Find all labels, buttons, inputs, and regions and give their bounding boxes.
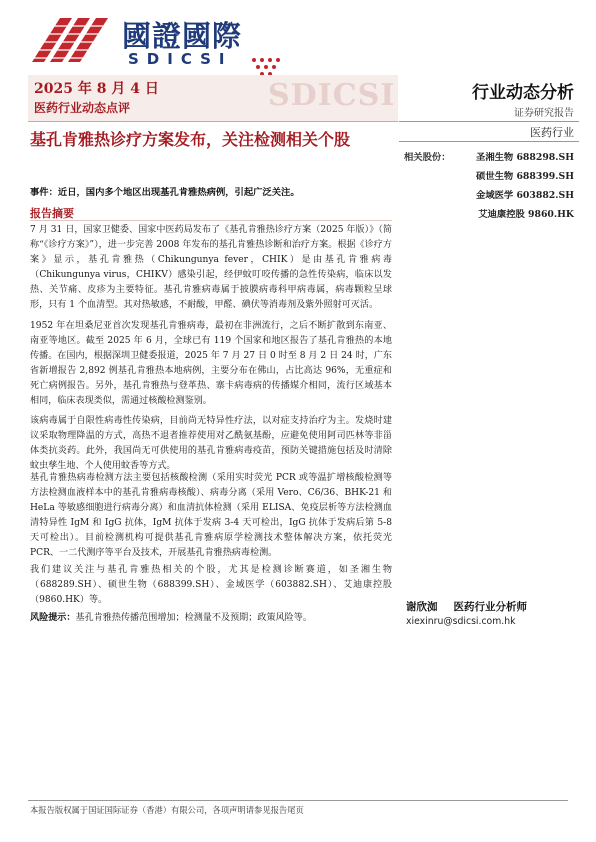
- logo-mark: [30, 16, 112, 64]
- stock-item: 硕世生物 688399.SH: [476, 171, 574, 182]
- stock-item: 金域医学 603882.SH: [476, 190, 574, 201]
- report-type-sub: 证券研究报告: [514, 108, 574, 119]
- footer-divider: [28, 800, 568, 801]
- paragraph: 基孔肯雅热病毒检测方法主要包括核酸检测（采用实时荧光 PCR 或等温扩增核酸检测等方法检测血液样本中的基孔肯雅病毒核酸）、病毒分离（采用 Vero、C6/36、BHK-21 和 HeLa 等敏感细胞进行病毒分离）和血清抗体检测（采用 ELISA、免疫层析等方法检测血清特异性 IgM 和 IgG 抗体，IgM 抗体于发病 3-4 天可检出，IgG 抗体于发病后第 5-8 天可检出）。目前检测机构可提供基孔肯雅病原学检测技术整体解决方案，依托荧光 PCR、一二代测序等平台及技术，开展基孔肯雅热病毒检测。: [30, 473, 392, 558]
- analyst-name: 谢欣洳: [406, 601, 438, 613]
- paragraph: 我们建议关注与基孔肯雅热相关的个股，尤其是检测诊断赛道，如圣湘生物（688289.SH）、硕世生物（688399.SH）、金域医学（603882.SH）、艾迪康控股（9860.HK）等。: [30, 565, 392, 605]
- logo-name-en: SDICSI: [128, 50, 233, 68]
- analyst-title: 医药行业分析师: [453, 601, 527, 613]
- footer-disclaimer: 本报告版权属于国证国际证券（香港）有限公司，各项声明请参见报告尾页: [30, 805, 304, 815]
- summary-divider: [30, 220, 392, 221]
- industry-label: 医药行业: [530, 126, 574, 139]
- watermark: SDICSI: [268, 78, 396, 113]
- stock-item: 艾迪康控股 9860.HK: [478, 209, 574, 220]
- paragraph: 1952 年在坦桑尼亚首次发现基孔肯雅病毒，最初在非洲流行，之后不断扩散到东南亚、南亚等地区。截至 2025 年 6 月，全球已有 119 个国家和地区报告了基孔肯雅热的本地传播。在国内，根据深圳卫健委报道，2025 年 7 月 27 日 0 时至 8 月 2 日 24 时，广东省新增报告 2,892 例基孔肯雅热本地病例，主要分布在佛山，占比高达 96%，无重症和死亡病例报告。另外，基孔肯雅热与登革热、寨卡病毒病的传播媒介相同，流行区域基本相同，临床表现类似，需通过核酸检测鉴别。: [30, 321, 392, 406]
- stock-item: 圣湘生物 688298.SH: [476, 152, 574, 163]
- risk-text: 基孔肯雅热传播范围增加；检测量不及预期；政策风险等。: [75, 613, 312, 623]
- report-type: 行业动态分析: [472, 83, 574, 103]
- summary-title: 报告摘要: [30, 207, 74, 220]
- analyst-email[interactable]: xiexinru@sdicsi.com.hk: [406, 616, 516, 627]
- sidebar-divider: [399, 121, 579, 122]
- paragraph: 该病毒属于自限性病毒性传染病，目前尚无特异性疗法，以对症支持治疗为主。发烧时建议采取物理降温的方式，高热不退者推荐使用对乙酰氨基酚，应避免使用阿司匹林等非甾体类抗炎药。此外，我国尚无可供使用的基孔肯雅病毒疫苗，预防关键措施包括及时清除蚊虫孳生地、个人使用蚊香等方式。: [30, 416, 392, 471]
- report-subtitle: 医药行业动态点评: [34, 101, 131, 115]
- event-line: 事件：近日，国内多个地区出现基孔肯雅热病例，引起广泛关注。: [30, 187, 300, 198]
- paragraph: 7 月 31 日，国家卫健委、国家中医药局发布了《基孔肯雅热诊疗方案（2025 年版）》（简称“《诊疗方案》”），进一步完善 2008 年发布的基孔肯雅热诊断和治疗方案。根据《诊疗方案》显示，基孔肯雅热（Chikungunya fever，CHIK）是由基孔肯雅病毒（Chikungunya virus，CHIKV）感染引起，经伊蚊叮咬传播的急性传染病，临床以发热、关节痛、皮疹为主要特征。基孔肯雅病毒属于披膜病毒科甲病毒属，病毒颗粒呈球形，只有 1 个血清型。其对热敏感，不耐酸，甲醛、碘伏等消毒剂及紫外照射可灭活。: [30, 225, 392, 310]
- logo-name-cn: 國證國際: [122, 19, 243, 53]
- risk-note: [30, 611, 392, 625]
- header-divider: [28, 121, 398, 122]
- headline: 基孔肯雅热诊疗方案发布，关注检测相关个股: [30, 130, 351, 149]
- report-date: 2025 年 8 月 4 日: [34, 81, 159, 97]
- sidebar-divider: [399, 141, 579, 142]
- logo-dot-pattern: [250, 56, 320, 76]
- analyst: [406, 599, 527, 614]
- risk-label: 风险提示：: [30, 612, 76, 623]
- stocks-label: 相关股份：: [404, 152, 451, 163]
